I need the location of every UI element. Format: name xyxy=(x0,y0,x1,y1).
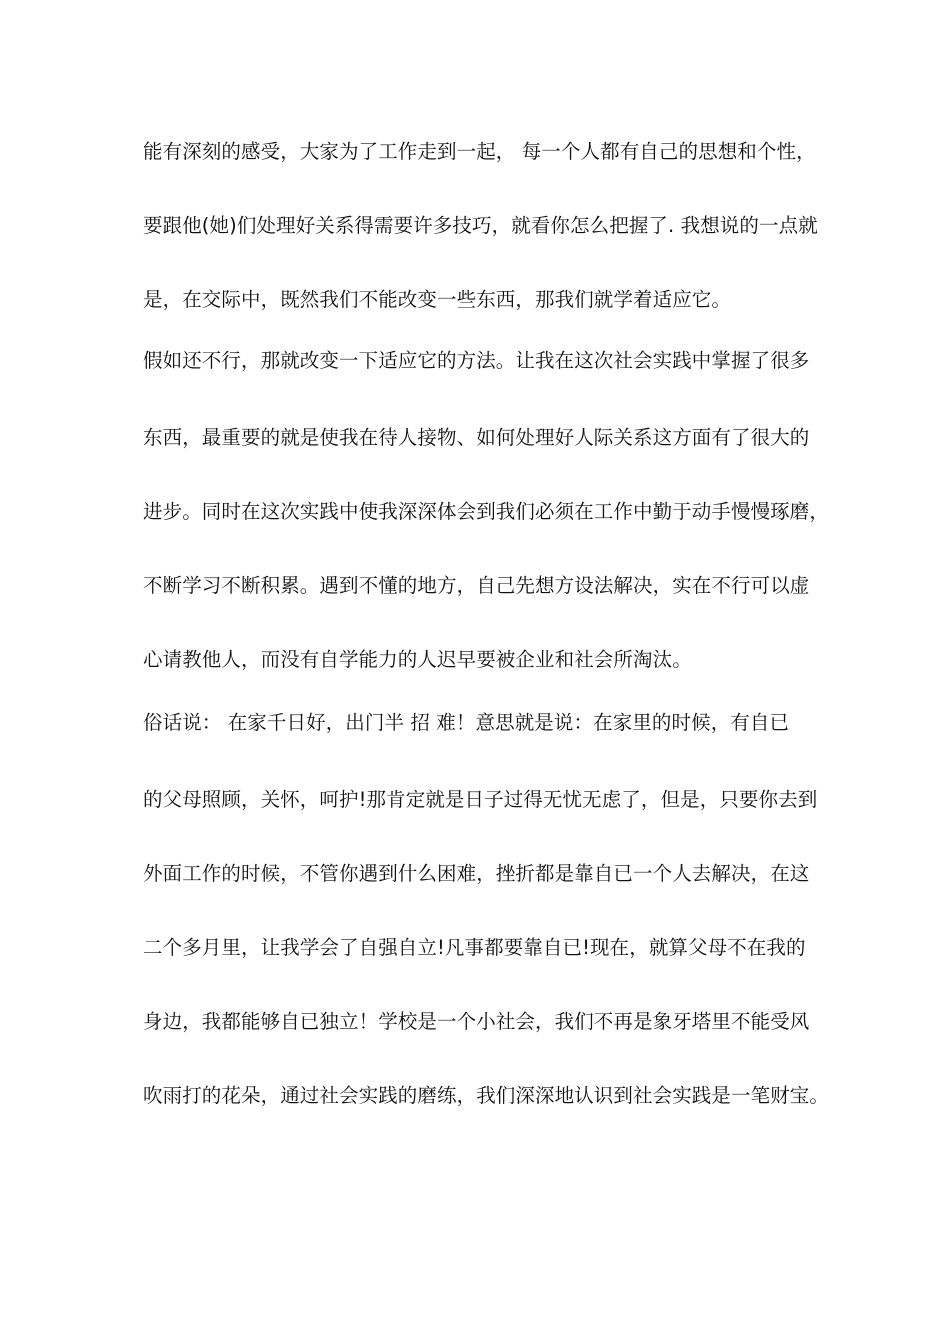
text-line: 吹雨打的花朵，通过社会实践的磨练，我们深深地认识到社会实践是一笔财宝。 xyxy=(143,1084,830,1107)
text-line: 俗话说： 在家千日好，出门半 招 难！意思就是说：在家里的时候，有自已 xyxy=(143,711,790,734)
text-line: 是，在交际中，既然我们不能改变一些东西，那我们就学着适应它。 xyxy=(143,288,732,311)
text-line: 进步。同时在这次实践中使我深深体会到我们必须在工作中勤于动手慢慢琢磨， xyxy=(143,500,830,523)
text-line: 能有深刻的感受，大家为了工作走到一起， 每一个人都有自己的思想和个性， xyxy=(143,140,816,163)
text-line: 假如还不行，那就改变一下适应它的方法。让我在这次社会实践中掌握了很多 xyxy=(143,349,810,372)
text-line: 要跟他(她)们处理好关系得需要许多技巧，就看你怎么把握了. 我想说的一点就 xyxy=(143,214,818,237)
text-line: 不断学习不断积累。遇到不懂的地方，自己先想方设法解决，实在不行可以虚 xyxy=(143,574,810,597)
text-line: 东西，最重要的就是使我在待人接物、如何处理好人际关系这方面有了很大的 xyxy=(143,426,810,449)
text-line: 二个多月里，让我学会了自强自立!凡事都要靠自已!现在，就算父母不在我的 xyxy=(143,936,806,959)
text-line: 外面工作的时候，不管你遇到什么困难，挫折都是靠自已一个人去解决，在这 xyxy=(143,862,810,885)
text-line: 的父母照顾，关怀，呵护!那肯定就是日子过得无忧无虑了，但是，只要你去到 xyxy=(143,788,818,811)
text-line: 心请教他人，而没有自学能力的人迟早要被企业和社会所淘汰。 xyxy=(143,648,692,671)
text-line: 身边，我都能够自已独立！学校是一个小社会，我们不再是象牙塔里不能受风 xyxy=(143,1010,810,1033)
